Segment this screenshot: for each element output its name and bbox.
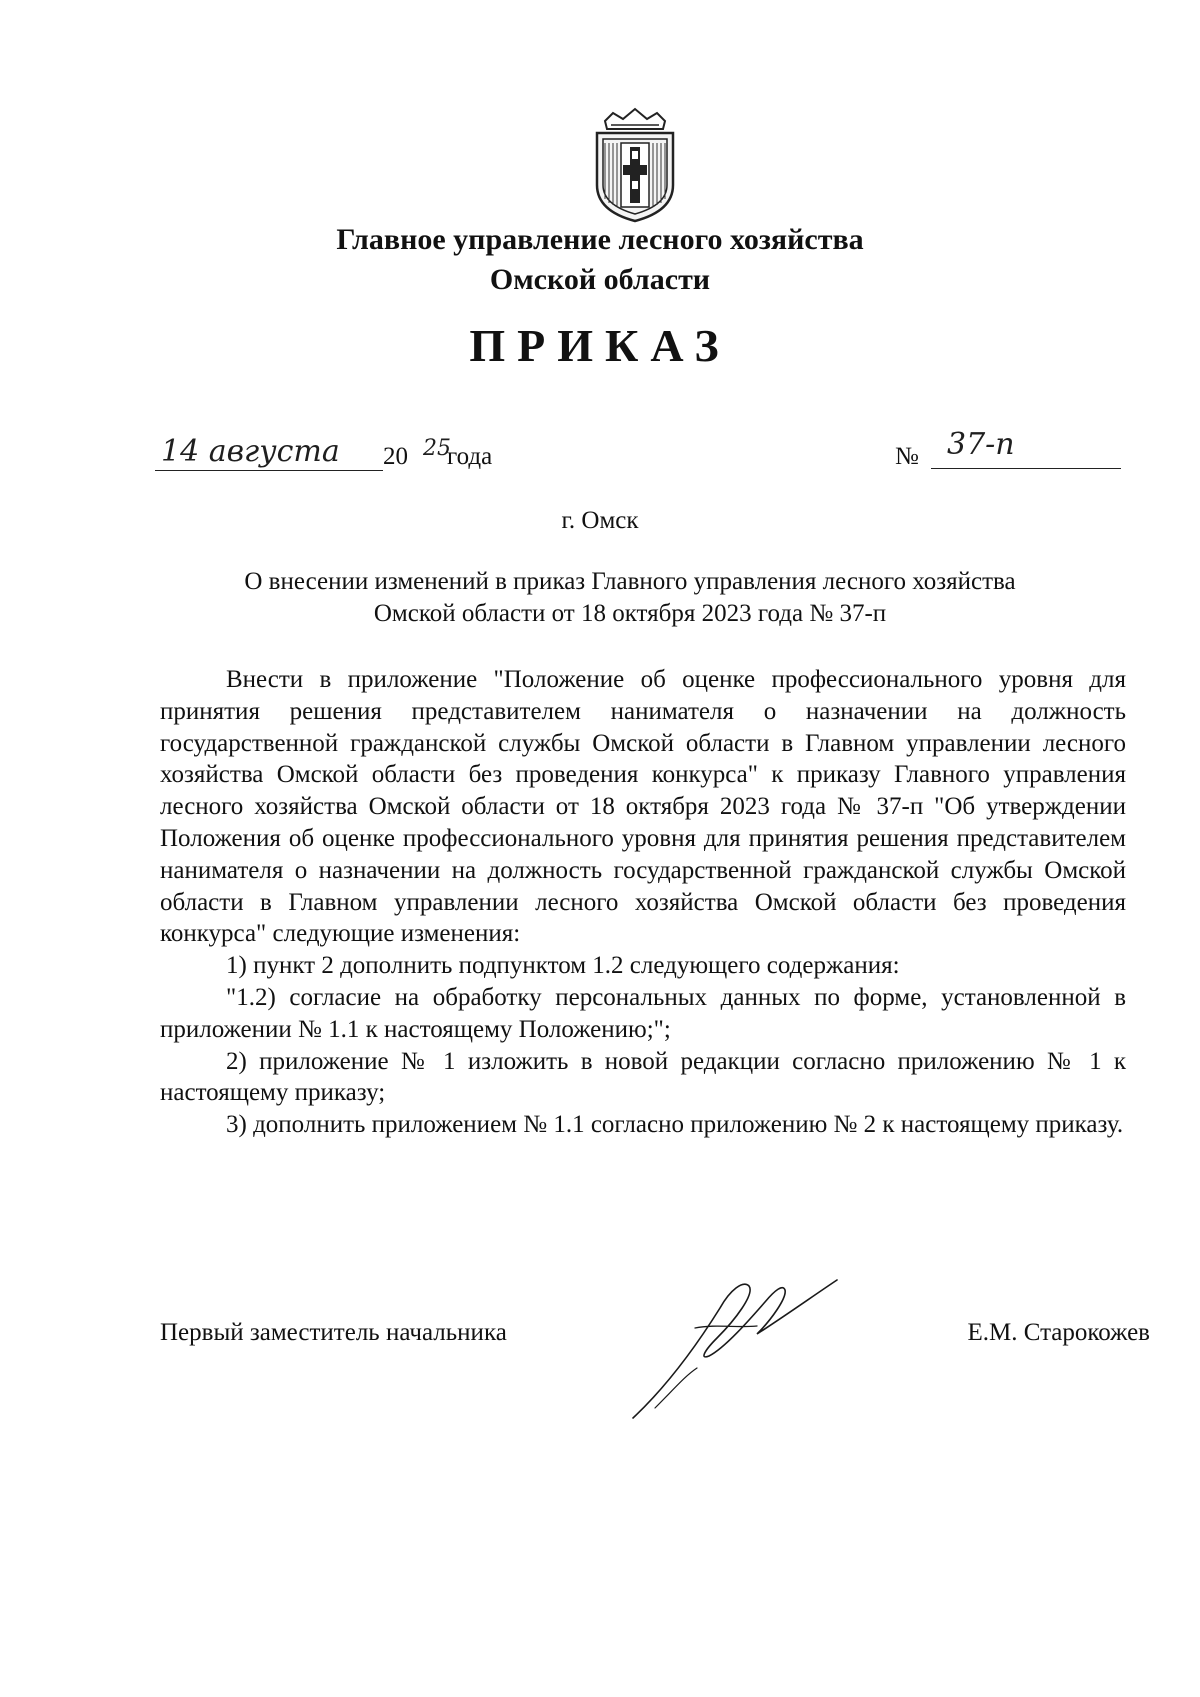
document-subject	[160, 566, 1100, 630]
organization-name-line1: Главное управление лесного хозяйства	[336, 223, 864, 256]
date-underline	[155, 470, 383, 471]
signer-name: Е.М. Старокожев	[967, 1319, 1150, 1346]
date-year-handwritten: 25	[423, 436, 451, 461]
number-sign: №	[895, 443, 919, 470]
date-suffix: года	[447, 443, 493, 470]
document-type-title: ПРИКАЗ	[469, 320, 731, 371]
omsk-coat-of-arms-icon	[583, 107, 687, 225]
date-year-printed: 20	[383, 443, 408, 470]
date-day-month: 14 августа	[161, 434, 340, 469]
document-date	[155, 434, 635, 484]
number-underline	[931, 468, 1121, 469]
subject-line2: Омской области от 18 октября 2023 года № 37-п	[373, 600, 887, 627]
body-paragraph: Внести в приложение "Положение об оценке профессионального уровня для принятия решения представителем нанимателя о назначении на должность государственной гражданской службы Омской области в Главном управлении лесного хозяйства Омской области без проведения конкурса" к приказу Главного управления лесного хозяйства Омской области от 18 октября 2023 года № 37-п "Об утверждении Положения об оценке профессионального уровня для принятия решения представителем нанимателя о назначении на должность государственной гражданской службы Омской области в Главном управлении лесного хозяйства Омской области без проведения конкурса" следующие изменения:	[160, 666, 1126, 948]
number-value: 37-п	[947, 427, 1015, 462]
signer-position: Первый заместитель начальника	[160, 1319, 507, 1346]
document-body	[160, 664, 1126, 1141]
document-city: г. Омск	[561, 507, 639, 534]
body-paragraph: 2) приложение № 1 изложить в новой редакции согласно приложению № 1 к настоящему приказу;	[160, 1047, 1126, 1107]
organization-name-line2: Омской области	[489, 263, 711, 296]
document-number	[895, 428, 1125, 478]
subject-line1: О внесении изменений в приказ Главного управления лесного хозяйства	[244, 568, 1016, 595]
signature-block	[160, 1318, 1150, 1358]
body-paragraph: "1.2) согласие на обработку персональных данных по форме, установленной в приложении № 1.1 к настоящему Положению;";	[160, 983, 1126, 1043]
body-paragraph: 1) пункт 2 дополнить подпунктом 1.2 следующего содержания:	[226, 952, 900, 980]
body-paragraph: 3) дополнить приложением № 1.1 согласно приложению № 2 к настоящему приказу.	[226, 1111, 1124, 1139]
